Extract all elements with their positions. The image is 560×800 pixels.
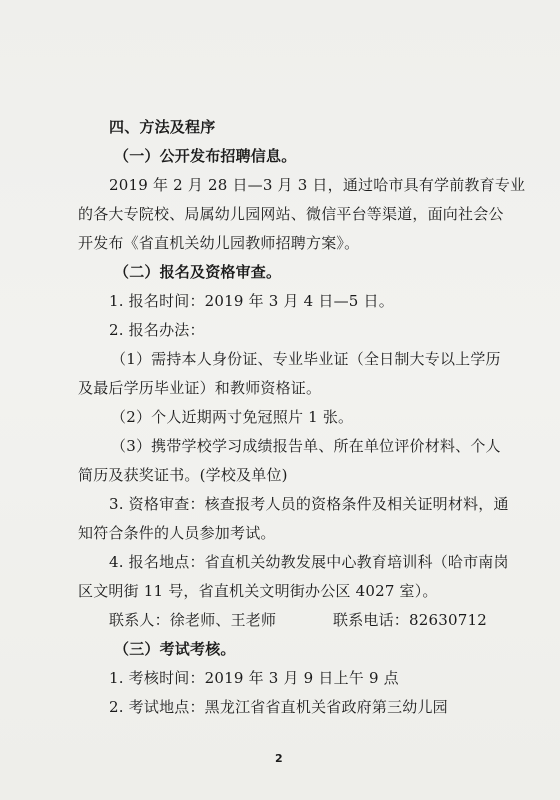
exam-time: 1. 考核时间：2019 年 3 月 9 日上午 9 点 — [109, 669, 399, 687]
subsection-heading-publish: （一）公开发布招聘信息。 — [114, 147, 297, 165]
method-item-1: （1）需持本人身份证、专业毕业证（全日制大专以上学历 — [111, 350, 501, 368]
registration-method: 2. 报名办法： — [109, 321, 205, 339]
registration-location-cont: 区文明街 11 号，省直机关文明街办公区 4027 室）。 — [78, 582, 438, 600]
method-item-3: （3）携带学校学习成绩报告单、所在单位评价材料、个人 — [111, 437, 501, 455]
registration-location: 4. 报名地点：省直机关幼教发展中心教育培训科（哈市南岗 — [109, 553, 509, 571]
paragraph-line: 的各大专院校、局属幼儿园网站、微信平台等渠道，面向社会公 — [78, 205, 504, 223]
subsection-heading-exam: （三）考试考核。 — [114, 640, 236, 658]
paragraph-line: 开发布《省直机关幼儿园教师招聘方案》。 — [78, 234, 360, 252]
method-item-1-cont: 及最后学历毕业证）和教师资格证。 — [78, 379, 322, 397]
qualification-review-cont: 知符合条件的人员参加考试。 — [78, 524, 276, 542]
page-number: 2 — [275, 752, 283, 765]
registration-time: 1. 报名时间：2019 年 3 月 4 日—5 日。 — [109, 292, 394, 310]
contact-phone: 联系电话：82630712 — [333, 611, 487, 629]
subsection-heading-registration: （二）报名及资格审查。 — [114, 263, 282, 281]
qualification-review: 3. 资格审查：核查报考人员的资格条件及相关证明材料，通 — [109, 495, 509, 513]
method-item-3-cont: 简历及获奖证书。(学校及单位) — [78, 466, 288, 484]
paragraph-line: 2019 年 2 月 28 日—3 月 3 日，通过哈市具有学前教育专业 — [109, 176, 526, 194]
method-item-2: （2）个人近期两寸免冠照片 1 张。 — [111, 408, 354, 426]
contact-person: 联系人：徐老师、王老师 — [109, 611, 277, 629]
exam-location: 2. 考试地点：黑龙江省省直机关省政府第三幼儿园 — [109, 698, 448, 716]
section-heading: 四、方法及程序 — [109, 118, 216, 136]
